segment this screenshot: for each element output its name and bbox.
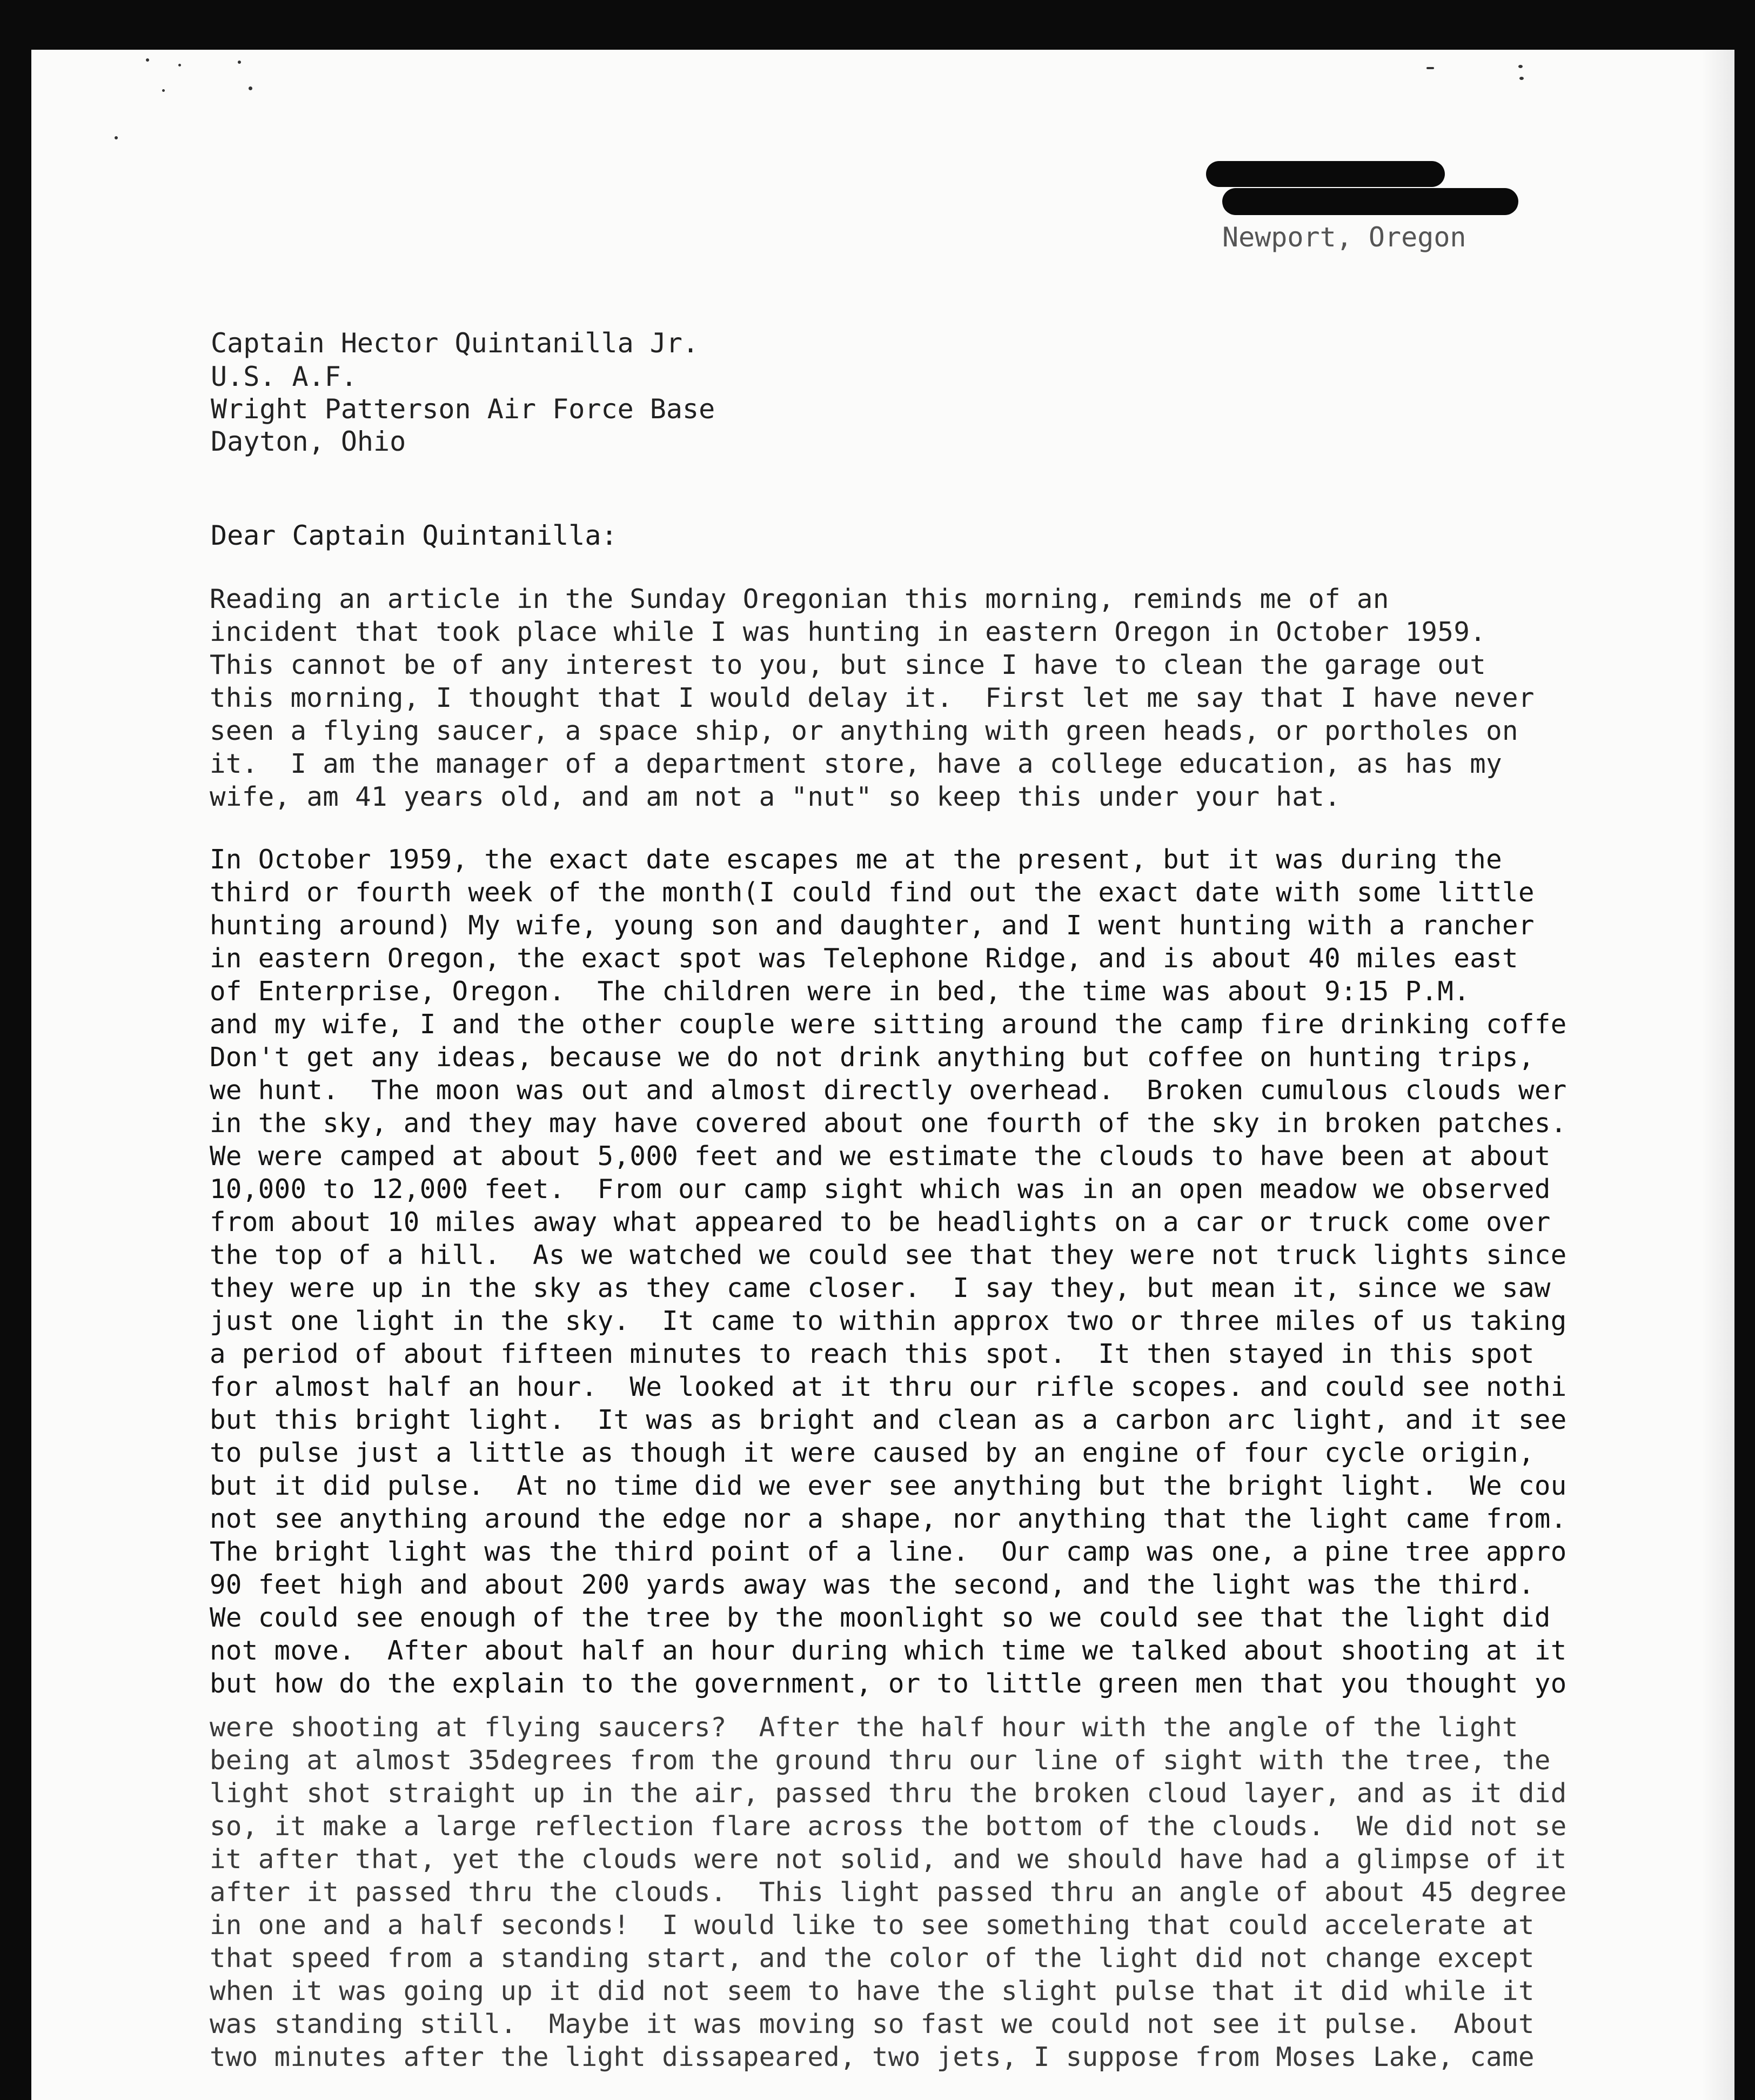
recipient-city: Dayton, Ohio xyxy=(211,426,406,457)
text-line: two minutes after the light dissapeared, two jets, I suppose from Moses Lake, came xyxy=(210,2042,1535,2072)
page-edge-shadow xyxy=(1702,50,1734,2100)
text-line: but it did pulse. At no time did we ever see anything but the bright light. We cou xyxy=(210,1470,1567,1501)
text-line: it. I am the manager of a department store, have a college education, as has my xyxy=(210,748,1503,779)
text-line: light shot straight up in the air, passed thru the broken cloud layer, and as it did xyxy=(210,1778,1567,1809)
scan-speck xyxy=(1518,65,1523,68)
text-line: The bright light was the third point of a line. Our camp was one, a pine tree appro xyxy=(210,1536,1567,1567)
recipient-base: Wright Patterson Air Force Base xyxy=(211,393,715,425)
scan-border-left xyxy=(0,0,31,2100)
text-line: it after that, yet the clouds were not solid, and we should have had a glimpse of it xyxy=(210,1844,1567,1875)
text-line: wife, am 41 years old, and am not a "nut" so keep this under your hat. xyxy=(210,781,1341,812)
scan-border-top xyxy=(0,0,1755,50)
text-line: this morning, I thought that I would delay it. First let me say that I have never xyxy=(210,683,1535,713)
scan-speck xyxy=(1519,77,1524,80)
text-line: seen a flying saucer, a space ship, or anything with green heads, or portholes on xyxy=(210,715,1518,746)
salutation: Dear Captain Quintanilla: xyxy=(211,520,618,551)
text-line: and my wife, I and the other couple were sitting around the camp fire drinking coffe xyxy=(210,1009,1567,1040)
text-line: for almost half an hour. We looked at it thru our rifle scopes. and could see nothi xyxy=(210,1372,1567,1402)
text-line: when it was going up it did not seem to have the slight pulse that it did while it xyxy=(210,1976,1535,2007)
scan-speck xyxy=(162,89,165,92)
text-line: just one light in the sky. It came to within approx two or three miles of us taking xyxy=(210,1306,1567,1336)
text-line: so, it make a large reflection flare across the bottom of the clouds. We did not se xyxy=(210,1811,1567,1842)
text-line: 10,000 to 12,000 feet. From our camp sight which was in an open meadow we observed xyxy=(210,1174,1551,1205)
text-line: to pulse just a little as though it were caused by an engine of four cycle origin, xyxy=(210,1437,1535,1468)
text-line: the top of a hill. As we watched we could see that they were not truck lights since xyxy=(210,1240,1567,1270)
text-line: being at almost 35degrees from the ground thru our line of sight with the tree, the xyxy=(210,1745,1551,1776)
text-line: In October 1959, the exact date escapes me at the present, but it was during the xyxy=(210,844,1503,875)
recipient-branch: U.S. A.F. xyxy=(211,361,357,392)
text-line: not move. After about half an hour during which time we talked about shooting at it xyxy=(210,1635,1567,1666)
text-line: were shooting at flying saucers? After the half hour with the angle of the light xyxy=(210,1712,1518,1743)
text-line: This cannot be of any interest to you, but since I have to clean the garage out xyxy=(210,650,1486,680)
text-line: Reading an article in the Sunday Oregonian this morning, reminds me of an xyxy=(210,584,1389,614)
text-line: in eastern Oregon, the exact spot was Telephone Ridge, and is about 40 miles east xyxy=(210,943,1518,974)
scan-speck xyxy=(238,61,241,64)
text-line: a period of about fifteen minutes to reach this spot. It then stayed in this spot xyxy=(210,1339,1535,1369)
text-line: was standing still. Maybe it was moving so fast we could not see it pulse. About xyxy=(210,2009,1535,2039)
text-line: in one and a half seconds! I would like to see something that could accelerate at xyxy=(210,1910,1535,1941)
text-line: Don't get any ideas, because we do not drink anything but coffee on hunting trips, xyxy=(210,1042,1535,1073)
redacted-sender-street xyxy=(1222,188,1518,215)
text-line: not see anything around the edge nor a shape, nor anything that the light came from. xyxy=(210,1503,1567,1534)
scan-speck xyxy=(249,86,252,90)
scan-speck xyxy=(146,58,149,62)
redacted-sender-name xyxy=(1206,161,1445,187)
text-line: of Enterprise, Oregon. The children were in bed, the time was about 9:15 P.M. xyxy=(210,976,1470,1007)
scan-border-right xyxy=(1734,0,1755,2100)
sender-city: Newport, Oregon xyxy=(1222,222,1466,253)
text-line: they were up in the sky as they came closer. I say they, but mean it, since we saw xyxy=(210,1273,1551,1303)
text-line: but this bright light. It was as bright and clean as a carbon arc light, and it see xyxy=(210,1405,1567,1435)
text-line: incident that took place while I was hunting in eastern Oregon in October 1959. xyxy=(210,617,1486,647)
text-line: 90 feet high and about 200 yards away was the second, and the light was the third. xyxy=(210,1569,1535,1600)
text-line: We could see enough of the tree by the moonlight so we could see that the light did xyxy=(210,1602,1551,1633)
text-line: in the sky, and they may have covered about one fourth of the sky in broken patches. xyxy=(210,1108,1567,1139)
scan-speck xyxy=(1426,67,1434,69)
scan-speck xyxy=(178,64,181,66)
text-line: after it passed thru the clouds. This light passed thru an angle of about 45 degree xyxy=(210,1877,1567,1908)
text-line: hunting around) My wife, young son and daughter, and I went hunting with a rancher xyxy=(210,910,1535,941)
text-line: that speed from a standing start, and the color of the light did not change except xyxy=(210,1943,1535,1974)
text-line: we hunt. The moon was out and almost directly overhead. Broken cumulous clouds wer xyxy=(210,1075,1567,1106)
text-line: We were camped at about 5,000 feet and we estimate the clouds to have been at about xyxy=(210,1141,1551,1172)
text-line: but how do the explain to the government, or to little green men that you thought yo xyxy=(210,1668,1567,1699)
recipient-name: Captain Hector Quintanilla Jr. xyxy=(211,327,699,359)
text-line: third or fourth week of the month(I could find out the exact date with some little xyxy=(210,877,1535,908)
scan-speck xyxy=(115,136,118,139)
text-line: from about 10 miles away what appeared to be headlights on a car or truck come over xyxy=(210,1207,1551,1238)
